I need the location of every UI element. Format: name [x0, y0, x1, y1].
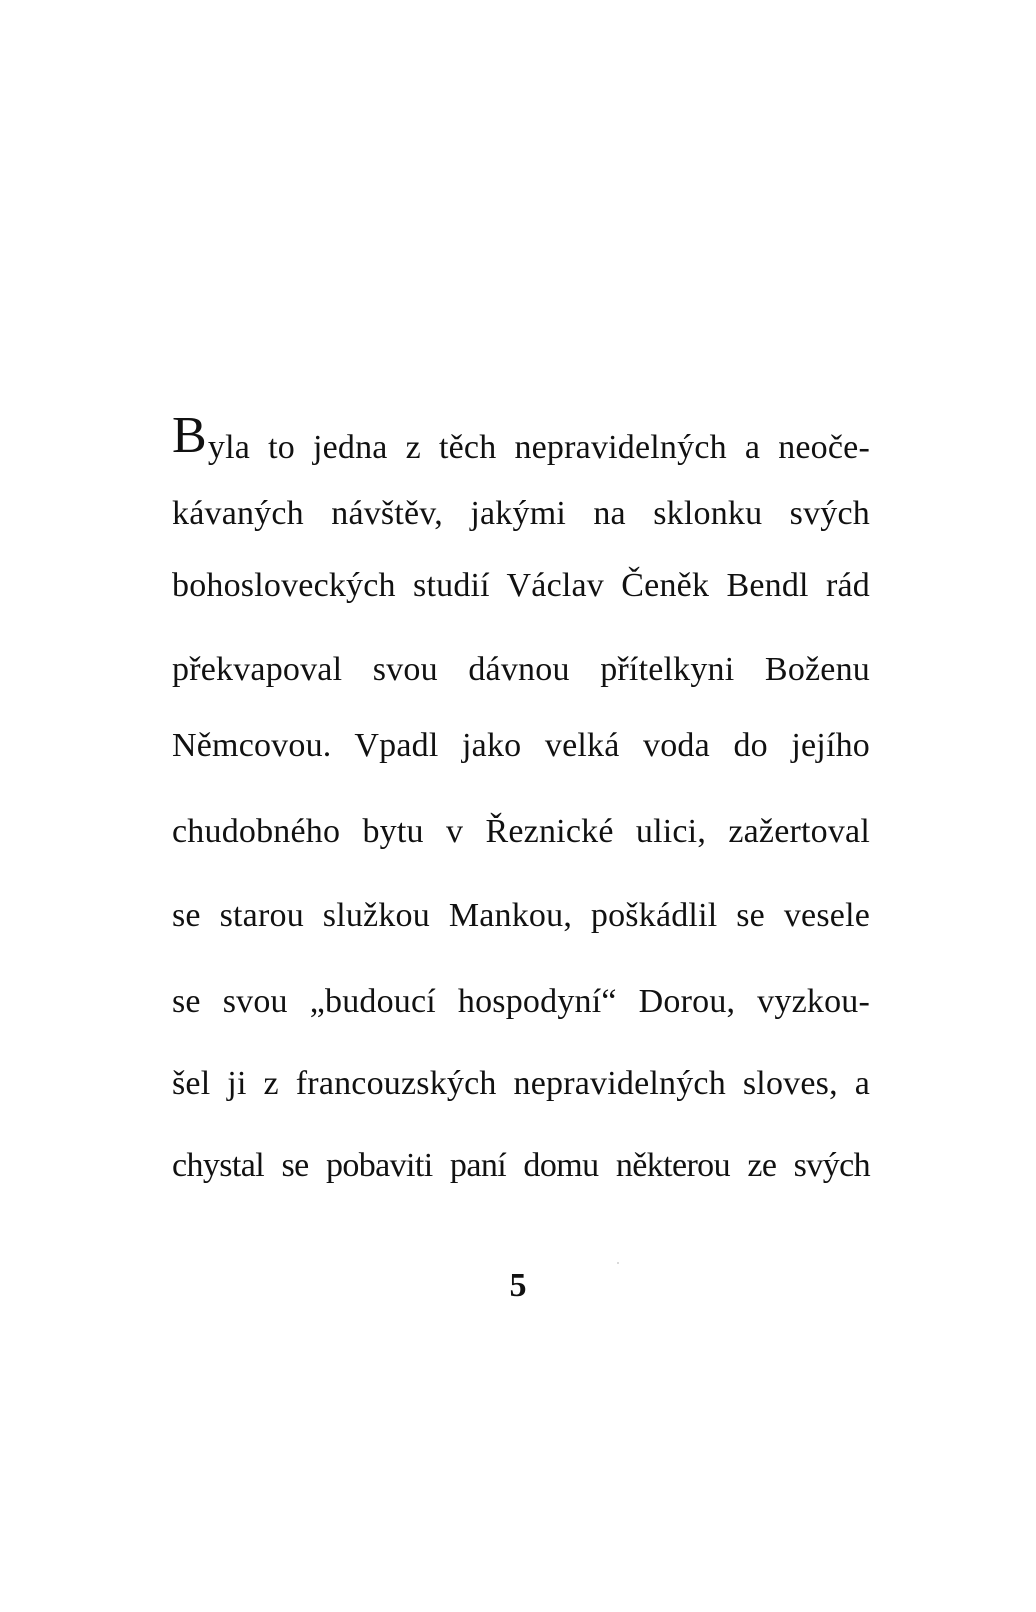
drop-cap: B — [172, 407, 207, 464]
text-line-4 — [172, 650, 870, 690]
text-line-2-content: kávaných návštěv, jakými na sklonku svých — [172, 495, 870, 532]
text-line-10-content: chystal se pobaviti paní domu některou ze svých — [172, 1147, 870, 1184]
text-line-6-content: chudobného bytu v Řeznické ulici, zažertoval — [172, 813, 870, 850]
text-line-9-content: šel ji z francouzských nepravidelných sloves, a — [172, 1065, 870, 1102]
text-line-3-content: bohosloveckých studií Václav Čeněk Bendl rád — [172, 567, 870, 604]
text-line-3 — [172, 566, 870, 606]
text-line-5-content: Němcovou. Vpadl jako velká voda do jejího — [172, 727, 870, 764]
text-line-9 — [172, 1064, 870, 1104]
text-line-1-rest: yla to jedna z těch nepravidelných a neoče- — [207, 429, 870, 466]
paper-speck — [617, 1262, 619, 1264]
text-line-1 — [172, 407, 870, 468]
text-line-2 — [172, 494, 870, 534]
text-line-4-content: překvapoval svou dávnou přítelkyni Boženu — [172, 651, 870, 688]
text-line-7 — [172, 896, 870, 936]
text-line-10 — [172, 1146, 870, 1186]
page-number: 5 — [509, 1267, 527, 1304]
text-line-7-content: se starou služkou Mankou, poškádlil se vesele — [172, 897, 870, 934]
text-line-5 — [172, 726, 870, 766]
text-line-8-content: se svou „budoucí hospodyní“ Dorou, vyzkou- — [172, 983, 870, 1020]
text-line-6 — [172, 812, 870, 852]
text-line-8 — [172, 982, 870, 1022]
